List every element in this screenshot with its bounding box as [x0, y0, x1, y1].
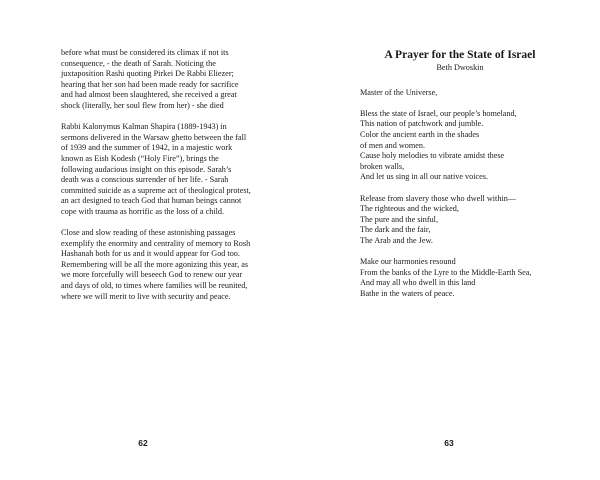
poem [360, 48, 560, 310]
right-page [300, 0, 600, 480]
poem-line: The pure and the sinful, [360, 214, 438, 224]
poem-line: Color the ancient earth in the shades [360, 129, 480, 139]
poem-author: Beth Dwoskin [436, 63, 484, 72]
poem-title: A Prayer for the State of Israel [384, 49, 536, 61]
page-number-right: 63 [444, 438, 454, 448]
paragraph-1: before what must be considered its climax if not its consequence, - the death of Sarah. Noticing the juxtaposition Rashi quoting Pirkei De Rabbi Eliezer; hearing that her son had been made ready for sacrifice and had almost been slaughtered, she received a great shock (literally, her soul flew from her) - she died [61, 48, 239, 110]
paragraph-2: Rabbi Kalonymus Kalman Shapira (1889-1943) in sermons delivered in the Warsaw ghetto between the fall of 1939 and the summer of 1942, in a majestic work known as Eish Kodesh (“Holy Fire”), brings the following audacious insight on this episode. Sarah’s death was a conscious surrender of her life. - Sarah committed suicide as a supreme act of theological protest, an act designed to teach God that human beings cannot cope with trauma as horrific as the loss of a child. [61, 122, 251, 216]
left-page-body [61, 48, 251, 313]
poem-line: Bless the state of Israel, our people’s homeland, [360, 108, 517, 118]
stanza [360, 88, 560, 99]
poem-line: Cause holy melodies to vibrate amidst these [360, 151, 505, 161]
poem-line: This nation of patchwork and jumble. [360, 119, 484, 129]
poem-line: The Arab and the Jew. [360, 235, 433, 245]
poem-stanzas [360, 88, 560, 300]
page-number-left: 62 [138, 438, 148, 448]
poem-line: Make our harmonies resound [360, 257, 456, 267]
poem-line: The dark and the fair, [360, 225, 431, 235]
stanza [360, 257, 560, 299]
poem-line: of men and women. [360, 140, 426, 150]
paragraph-3: Close and slow reading of these astonishing passages exemplify the enormity and centrality of memory to Rosh Hashanah both for us and it would appear for God too. Remembering will be all the more agonizing this year, as we more forcefully will beseech God to renew our year and days of old, to times where families will be reunited, where we will merit to live with security and peace. [61, 228, 251, 301]
poem-line: Release from slavery those who dwell within— [360, 193, 516, 203]
poem-line: Master of the Universe, [360, 87, 438, 97]
poem-line: Bathe in the waters of peace. [360, 288, 455, 298]
poem-line: And may all who dwell in this land [360, 278, 476, 288]
poem-line: The righteous and the wicked, [360, 204, 459, 214]
stanza [360, 194, 560, 247]
poem-line: broken walls, [360, 161, 405, 171]
stanza [360, 109, 560, 183]
poem-line: And let us sing in all our native voices. [360, 172, 489, 182]
poem-line: From the banks of the Lyre to the Middle-Earth Sea, [360, 267, 532, 277]
